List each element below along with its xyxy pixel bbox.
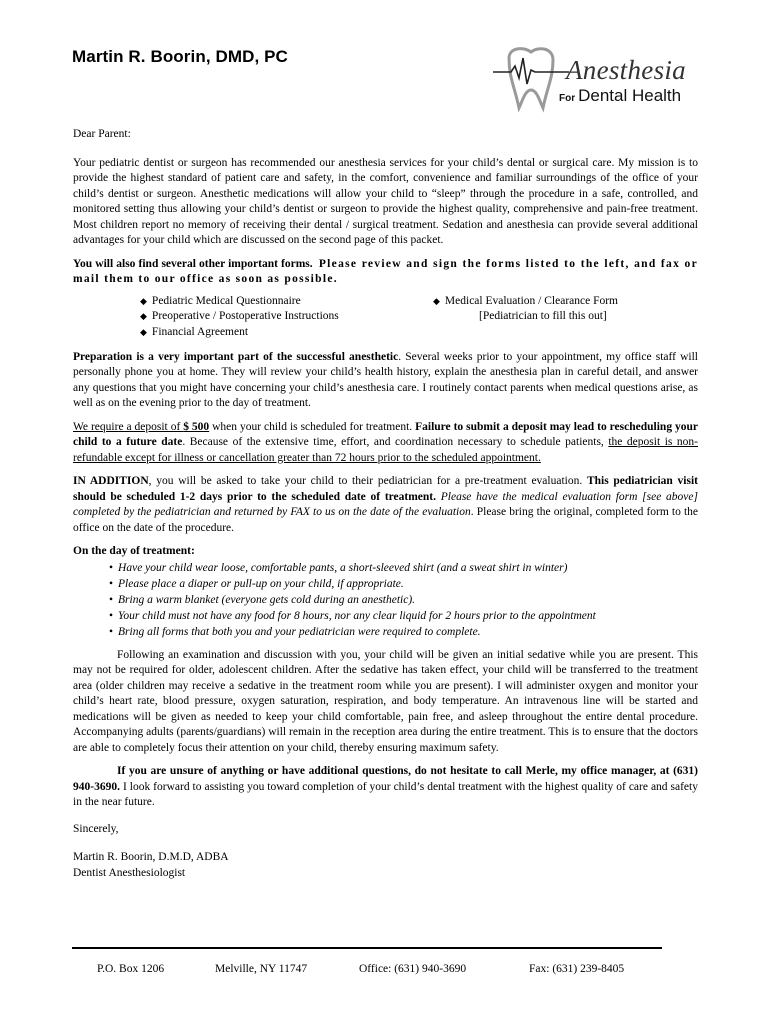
list-item: • Your child must not have any food for 8 hours, nor any clear liquid for 2 hours prior to the appointment — [119, 608, 698, 624]
day-of-treatment-list — [73, 560, 698, 640]
page-title: Martin R. Boorin, DMD, PC — [72, 47, 288, 66]
list-item: ◆ Medical Evaluation / Clearance Form — [433, 294, 618, 310]
intro-paragraph: Your pediatric dentist or surgeon has recommended our anesthesia services for your child’s dental or surgical care. My mission is to provide the highest standard of patient care and safety, in the comfort, convenience and familiar surroundings of the office of your child’s dentist or surgeon. Anesthetic medications will allow your child to “sleep” through the procedure in a safe, controlled, and monitored setting thus allowing your child’s dentist or surgeon to provide the highest quality, comprehensive and pain-free treatment. Most children report no memory of receiving their dental / surgical treatment. Sedation and anesthesia can provide several additional advantages for your child which are discussed on the second page of this packet. — [73, 156, 698, 246]
footer-office-phone: Office: (631) 940-3690 — [359, 963, 467, 975]
diamond-bullet-icon: ◆ — [140, 295, 147, 306]
diamond-bullet-icon: ◆ — [140, 326, 147, 337]
forms-lists — [73, 294, 698, 342]
footer-po-box: P.O. Box 1206 — [97, 963, 165, 975]
logo — [489, 44, 704, 114]
list-item: • Bring a warm blanket (everyone gets cold during an anesthetic). — [119, 592, 698, 608]
diamond-bullet-icon: ◆ — [433, 295, 440, 306]
list-item: • Have your child wear loose, comfortable pants, a short-sleeved shirt (and a sweat shirt in winter) — [119, 560, 698, 576]
procedure-paragraph: Following an examination and discussion with you, your child will be given an initial sedative while you are present. This may not be required for older, adolescent children. After the sedative has taken effect, your child will be transferred to the treatment area (older children may receive a sedative in the treatment room while you are present). I will administer oxygen and monitor your child’s heart rate, blood pressure, oxygen saturation, respiration, and body temperature. An intravenous line will be started and medications will be given as needed to keep your child comfortable, pain free, and asleep throughout the entire dental procedure. Accompanying adults (parents/guardians) will remain in the reception area during the entire treatment. This is to ensure that the doctors are able to completely focus their attention on your child, thereby ensuring maximum safety. — [73, 648, 698, 754]
list-item: ◆ Preoperative / Postoperative Instructions — [140, 309, 339, 325]
pediatrician-note: [Pediatrician to fill this out] — [479, 310, 607, 322]
forms-right-list — [433, 294, 618, 325]
letter-body — [73, 127, 698, 881]
preparation-paragraph: Preparation is a very important part of the successful anesthetic. Several weeks prior to your appointment, my office staff will personally phone you at home. They will review your child’s health history, explain the anesthesia plan in careful detail, and answer any questions that you might have concerning your child’s anesthesia care. I routinely contact parents when medical questions arise, as well as on the evening prior to the day of treatment. — [73, 350, 698, 409]
signature-title: Dentist Anesthesiologist — [73, 866, 186, 879]
signature-name: Martin R. Boorin, D.M.D, ADBA — [73, 851, 229, 863]
contact-paragraph: If you are unsure of anything or have additional questions, do not hesitate to call Merle, my office manager, at (631) 940-3690. I look forward to assisting you toward completion of your child’s dental treatment with the highest quality of care and safety in the near future. — [73, 765, 698, 808]
footer-divider — [72, 947, 662, 949]
list-item: • Please place a diaper or pull-up on your child, if appropriate. — [119, 576, 698, 592]
addition-paragraph: IN ADDITION, you will be asked to take your child to their pediatrician for a pre-treatment evaluation. This pediatrician visit should be scheduled 1-2 days prior to the scheduled date of treatment. Please have the medical evaluation form [see above] completed by the pediatrician and returned by FAX to us on the date of the evaluation. Please bring the original, completed form to the office on the date of the procedure. — [73, 475, 699, 534]
deposit-paragraph: We require a deposit of $ 500 when your child is scheduled for treatment. Failure to submit a deposit may lead to rescheduling your child to a future date. Because of the extensive time, effort, and coordination necessary to schedule patients, the deposit is non-refundable except for illness or cancellation greater than 72 hours prior to the scheduled appointment. — [73, 420, 699, 464]
closing: Sincerely, — [73, 822, 119, 835]
list-item: • Bring all forms that both you and your pediatrician were required to complete. — [119, 624, 698, 640]
diamond-bullet-icon: ◆ — [140, 311, 147, 321]
logo-brand: Anesthesia — [566, 55, 686, 85]
salutation: Dear Parent: — [73, 128, 131, 140]
list-item: ◆ Pediatric Medical Questionnaire — [140, 294, 339, 310]
logo-subtitle: For Dental Health — [559, 86, 682, 105]
forms-left-list — [140, 294, 339, 341]
list-item: ◆ Financial Agreement — [140, 325, 339, 341]
footer-fax: Fax: (631) 239-8405 — [529, 963, 625, 975]
day-heading: On the day of treatment: — [73, 545, 195, 557]
forms-paragraph: You will also find several other important forms. Please review and sign the forms listed to the left, and fax or mail them to our office as soon as possible. — [73, 257, 699, 285]
footer-city: Melville, NY 11747 — [215, 963, 308, 975]
